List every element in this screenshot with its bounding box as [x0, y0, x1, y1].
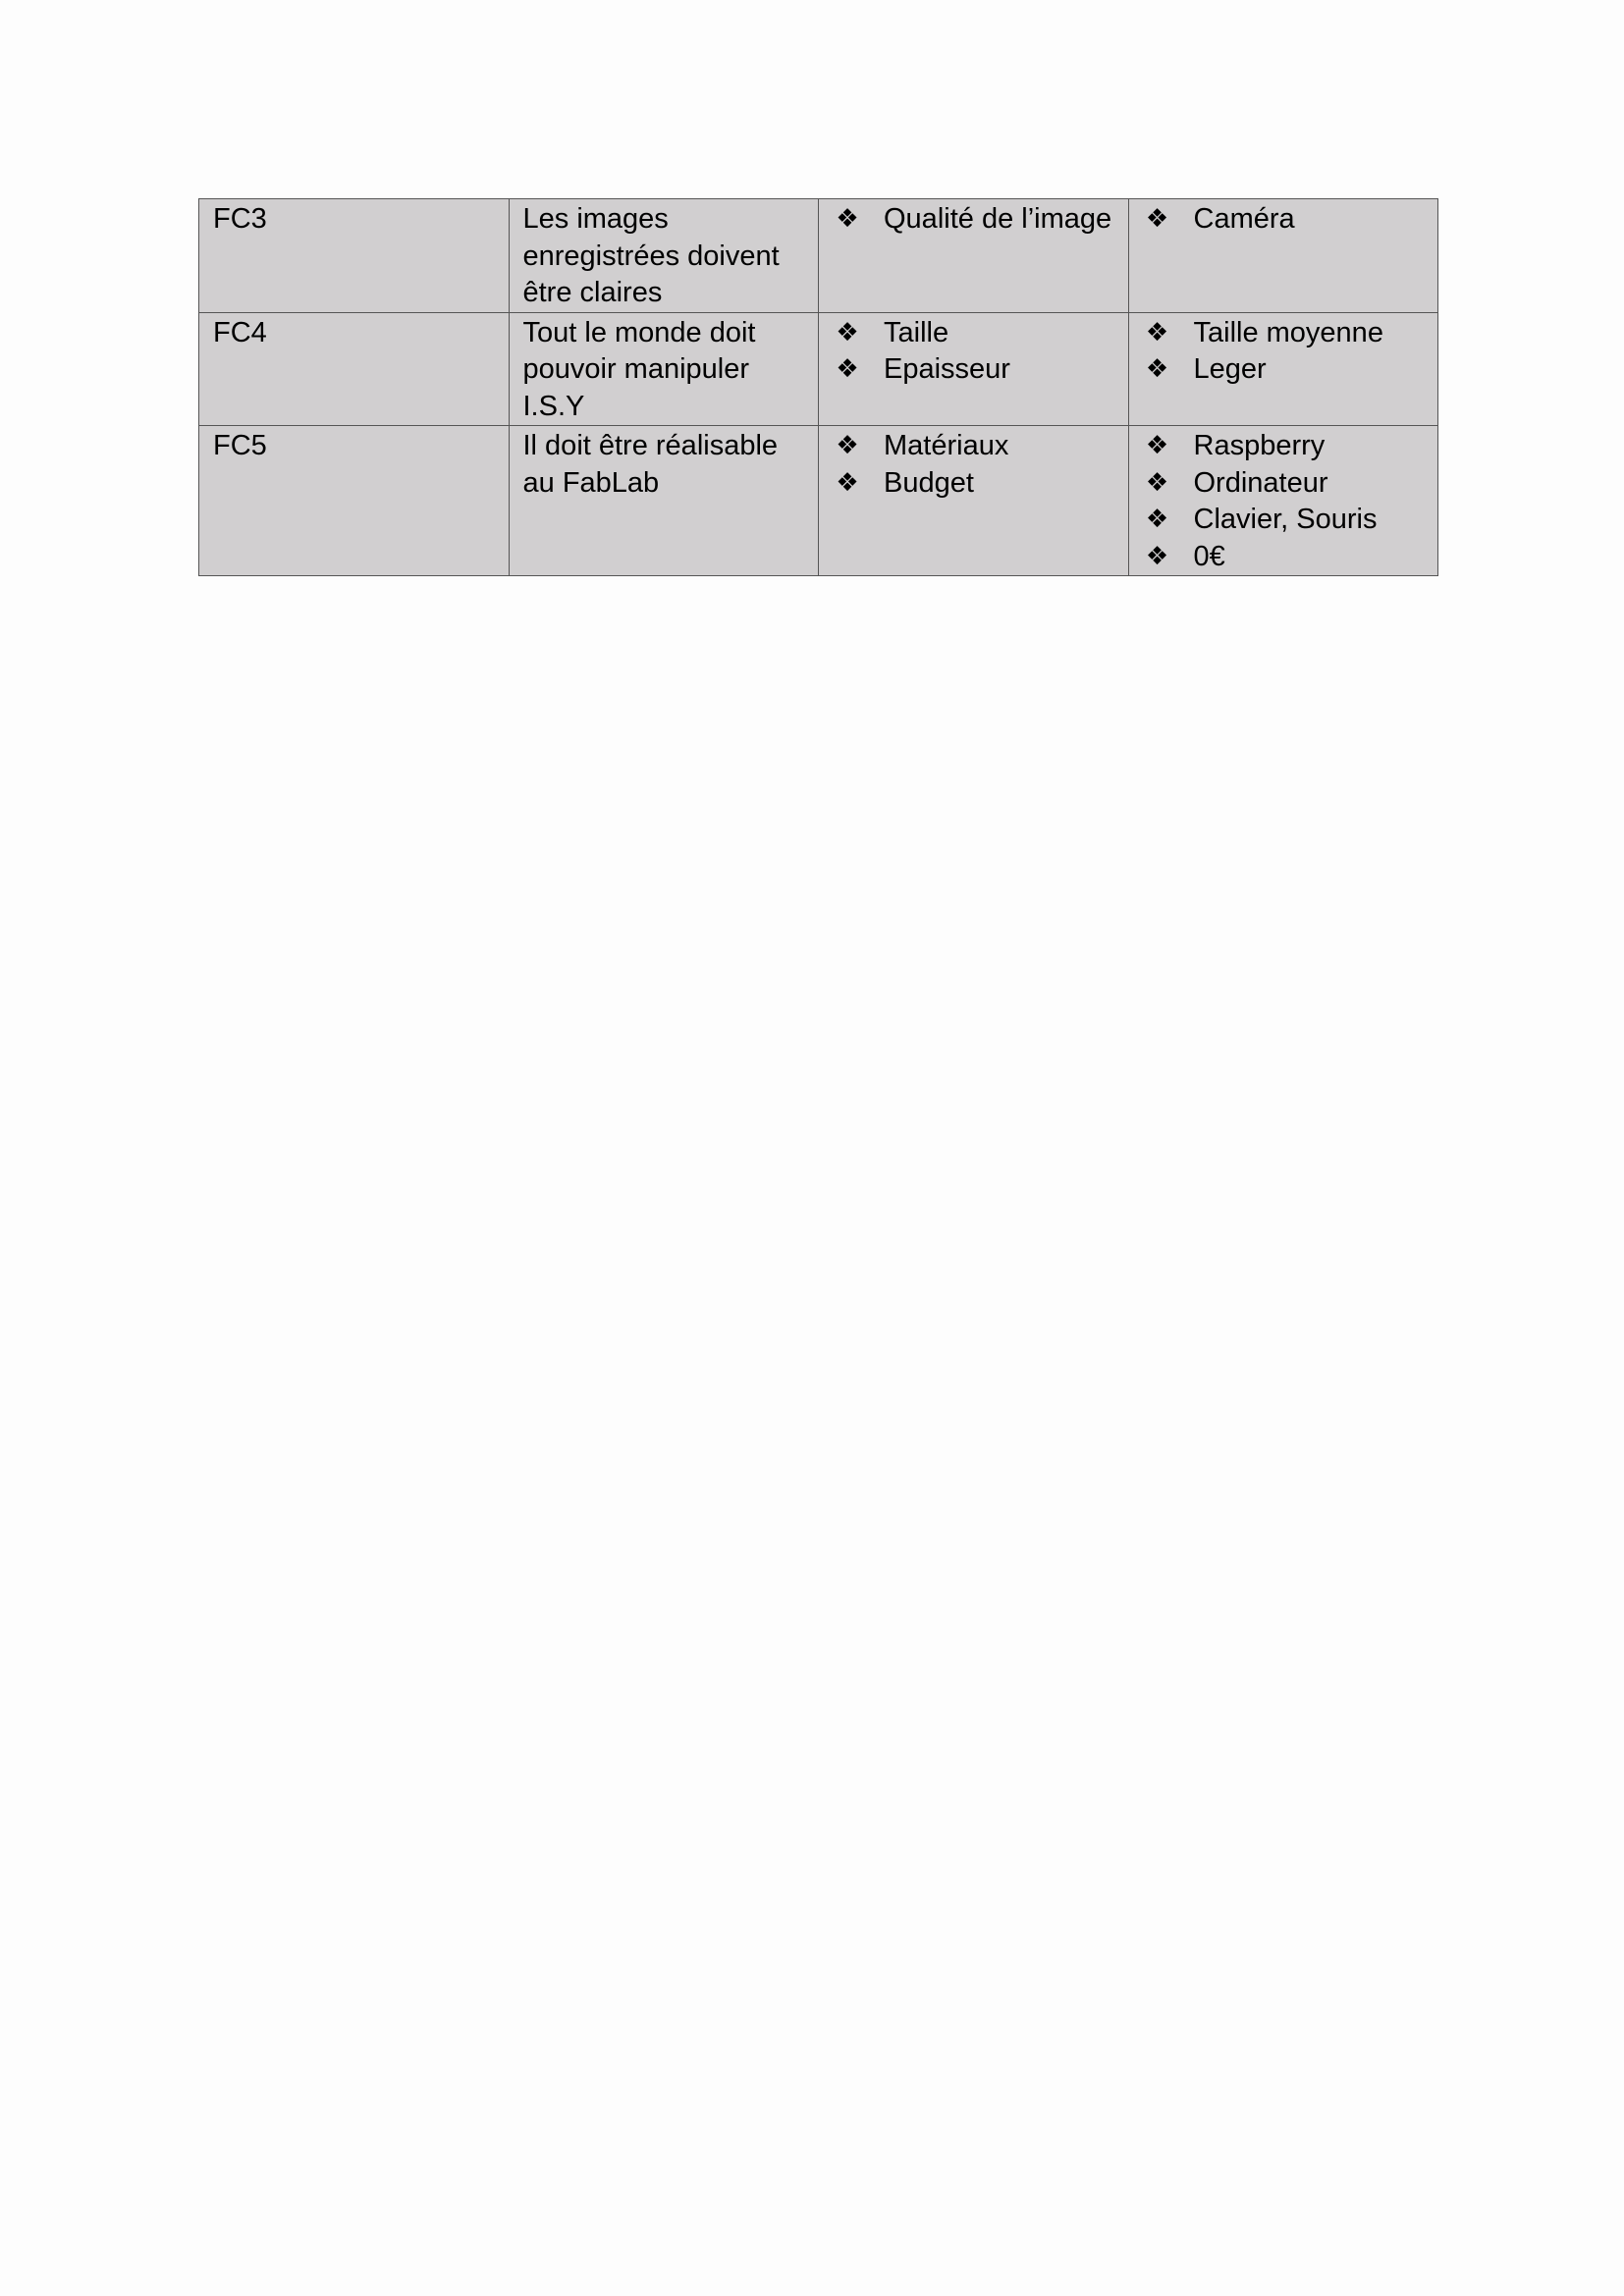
levels-list: [1143, 428, 1425, 575]
diamond-four-bullet-icon: ❖: [836, 431, 859, 460]
functional-constraints-table: [198, 198, 1438, 576]
levels-cell: [1128, 312, 1438, 426]
levels-list: [1143, 315, 1425, 389]
constraint-id: FC3: [213, 203, 267, 235]
list-item: ❖ Matériaux: [884, 428, 1114, 465]
list-item: ❖ Raspberry: [1194, 428, 1425, 465]
constraint-description-cell: [509, 312, 819, 426]
diamond-four-bullet-icon: ❖: [836, 354, 859, 384]
constraint-id-cell: [199, 426, 510, 576]
criteria-list: [833, 201, 1114, 239]
levels-cell: [1128, 199, 1438, 313]
list-item: ❖ Leger: [1194, 351, 1425, 389]
criteria-list: [833, 315, 1114, 389]
diamond-four-bullet-icon: ❖: [1145, 431, 1169, 460]
diamond-four-bullet-icon: ❖: [836, 317, 859, 347]
criteria-cell: [819, 312, 1129, 426]
constraint-id-cell: [199, 312, 510, 426]
table-row: [199, 312, 1438, 426]
list-item: ❖ Ordinateur: [1194, 465, 1425, 503]
list-item: ❖ Clavier, Souris: [1194, 502, 1425, 539]
table-row: [199, 199, 1438, 313]
diamond-four-bullet-icon: ❖: [836, 204, 859, 234]
constraint-description: Il doit être réalisable au FabLab: [522, 430, 779, 499]
diamond-four-bullet-icon: ❖: [1145, 467, 1169, 498]
diamond-four-bullet-icon: ❖: [1145, 354, 1169, 384]
criteria-cell: [819, 199, 1129, 313]
table-row: [199, 426, 1438, 576]
list-item: ❖ Caméra: [1194, 201, 1425, 239]
levels-cell: [1128, 426, 1438, 576]
list-item: ❖ Epaisseur: [884, 351, 1114, 389]
constraint-description: Les images enregistrées doivent être claires: [522, 203, 780, 308]
diamond-four-bullet-icon: ❖: [836, 467, 859, 498]
criteria-list: [833, 428, 1114, 502]
constraint-id-cell: [199, 199, 510, 313]
constraint-description: Tout le monde doit pouvoir manipuler I.S.Y: [522, 316, 756, 422]
diamond-four-bullet-icon: ❖: [1145, 204, 1169, 234]
diamond-four-bullet-icon: ❖: [1145, 317, 1169, 347]
list-item: ❖ Taille: [884, 315, 1114, 352]
list-item: ❖ 0€: [1194, 539, 1425, 576]
criteria-cell: [819, 426, 1129, 576]
constraint-id: FC5: [213, 430, 267, 461]
list-item: ❖ Taille moyenne: [1194, 315, 1425, 352]
diamond-four-bullet-icon: ❖: [1145, 505, 1169, 534]
list-item: ❖ Budget: [884, 465, 1114, 503]
constraint-id: FC4: [213, 316, 267, 348]
constraint-description-cell: [509, 199, 819, 313]
constraint-description-cell: [509, 426, 819, 576]
diamond-four-bullet-icon: ❖: [1145, 541, 1169, 571]
levels-list: [1143, 201, 1425, 239]
list-item: ❖ Qualité de l’image: [884, 201, 1114, 239]
